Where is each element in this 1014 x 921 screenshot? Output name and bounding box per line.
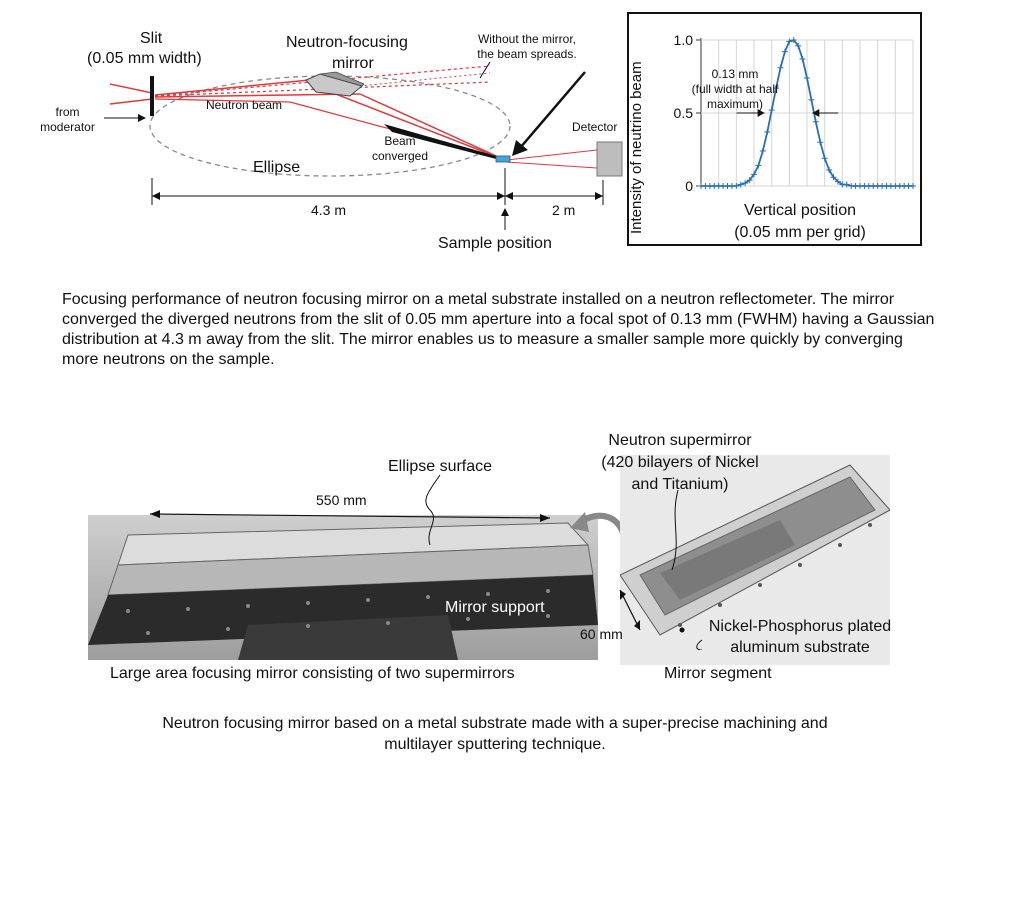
ellipse-surface-label: Ellipse surface: [388, 458, 493, 475]
supermirror-label-3: and Titanium): [631, 476, 729, 493]
neutron-beam-label: Neutron beam: [206, 98, 283, 112]
from-label: from: [55, 105, 80, 119]
caption-metal-substrate-line2: multilayer sputtering technique.: [384, 736, 606, 753]
moderator-arrowhead: [138, 114, 146, 122]
detector-label: Detector: [572, 120, 618, 134]
distance-2m: 2 m: [552, 202, 576, 218]
supermirror-label-2: (420 bilayers of Nickel: [601, 454, 759, 471]
fwhm-annotation-3: maximum): [707, 97, 763, 111]
large-mirror-annotations: [140, 470, 580, 550]
slit-width-label: (0.05 mm width): [87, 50, 202, 67]
chart-xlabel-1: Vertical position: [743, 202, 857, 219]
without-mirror-2: the beam spreads.: [477, 47, 577, 61]
distance-4-3m: 4.3 m: [311, 202, 347, 218]
nip-substrate-label-1: Nickel-Phosphorus plated: [708, 618, 892, 635]
mirror-support-label: Mirror support: [445, 599, 545, 616]
scattered-beam-2: [507, 162, 597, 168]
supermirror-label-1: Neutron supermirror: [608, 432, 752, 449]
slit: [150, 76, 154, 116]
slit-title: Slit: [140, 30, 163, 47]
y-tick-label: 0.5: [673, 105, 693, 121]
incoming-beam-2: [110, 99, 152, 104]
nip-substrate-label-2: aluminum substrate: [730, 639, 870, 656]
dim-arrow-l: [152, 192, 160, 200]
without-mirror-1: Without the mirror,: [477, 32, 577, 46]
incoming-beam-1: [110, 84, 152, 93]
caption-metal-substrate-line1: Neutron focusing mirror based on a metal substrate made with a super-precise machining and: [162, 715, 828, 732]
detector: [597, 142, 622, 176]
mirror-label-1: Neutron-focusing: [286, 34, 408, 51]
sample-pos-arrowhead: [501, 208, 509, 216]
moderator-label: moderator: [40, 120, 95, 134]
beam-converged-1: Beam: [384, 134, 416, 148]
beam-to-mirror-1: [155, 80, 310, 95]
beam-converged-2: converged: [371, 149, 429, 163]
chart-xlabel-2: (0.05 mm per grid): [734, 224, 866, 241]
caption-focusing-performance: Focusing performance of neutron focusing mirror on a metal substrate installed on a neutron reflectometer. The mirror converged the diverged neutrons from the slit of 0.05 mm aperture into a focal spot of 0.13 mm (FWHM) having a Gaussian distribution at 4.3 m away from the slit. The mirror enables us to measure a smaller sample more quickly by converging more neutrons on the sample.: [62, 291, 935, 368]
without-mirror-pointer: [480, 62, 490, 78]
mirror-label-2: mirror: [332, 55, 374, 72]
ellipse-label: Ellipse: [253, 159, 301, 176]
fwhm-annotation-1: 0.13 mm: [711, 67, 759, 81]
callout-arrow: [520, 72, 585, 148]
y-tick-label: 1.0: [673, 32, 693, 48]
dim-arrow-r: [497, 192, 505, 200]
large-mirror-caption: Large area focusing mirror consisting of two supermirrors: [110, 665, 515, 682]
width-60mm-label: 60 mm: [580, 626, 623, 642]
dim2-arrow-l: [505, 192, 513, 200]
chart-ylabel: Intensity of neutrino beam: [628, 61, 645, 234]
sample-position-label: Sample position: [438, 235, 552, 252]
dim2-arrow-r: [595, 192, 603, 200]
y-tick-label: 0: [685, 178, 693, 194]
length-550mm-label: 550 mm: [316, 492, 367, 508]
mirror-segment-label: Mirror segment: [664, 665, 772, 682]
fwhm-annotation-2: (full width at half: [691, 82, 779, 96]
sample: [496, 156, 510, 162]
